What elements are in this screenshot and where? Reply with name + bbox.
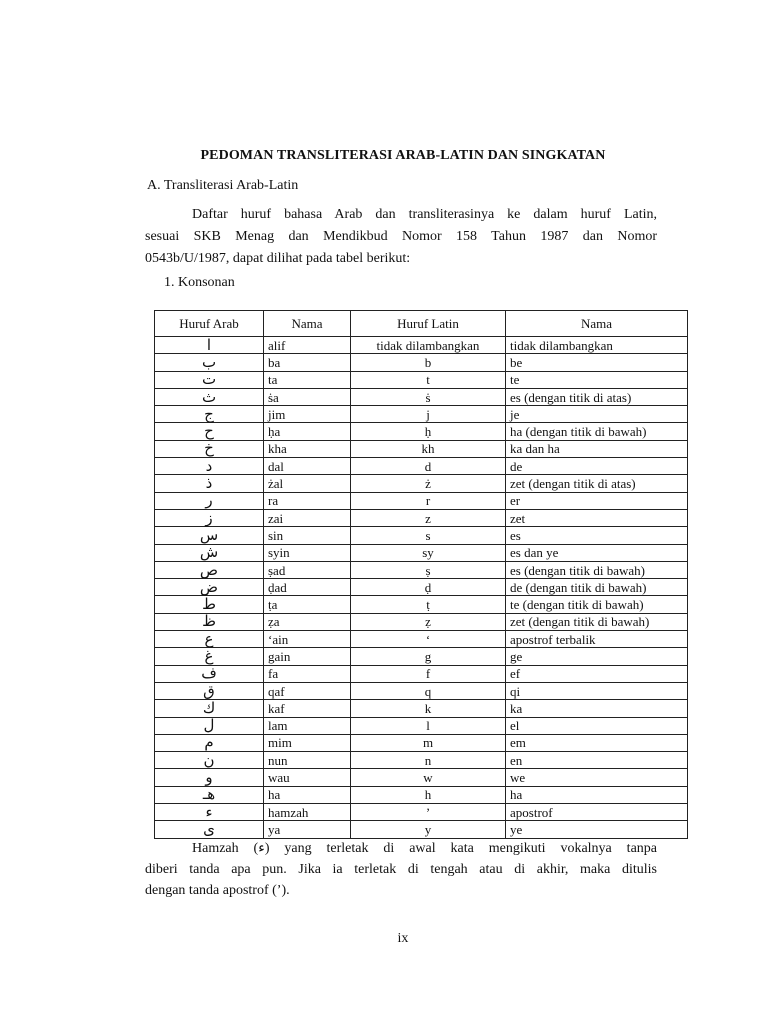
arab-letter-cell: ط [155,596,264,613]
description-cell: qi [506,682,688,699]
arab-letter-cell: ن [155,752,264,769]
table-row [155,596,688,613]
latin-letter-cell: m [351,734,506,751]
latin-letter-cell: n [351,752,506,769]
letter-name-cell: ḍad [264,579,351,596]
konsonan-table [154,310,688,839]
letter-name-cell: lam [264,717,351,734]
description-cell: apostrof [506,804,688,821]
arab-letter-cell: ص [155,561,264,578]
table-row [155,682,688,699]
after-table-paragraph [145,838,657,901]
arab-letter-cell: و [155,769,264,786]
arab-letter-cell: ف [155,665,264,682]
table-row [155,804,688,821]
table-row [155,717,688,734]
arab-letter-cell: ق [155,682,264,699]
table-row [155,337,688,354]
table-row [155,665,688,682]
letter-name-cell: ba [264,354,351,371]
after-line: dengan tanda apostrof (’). [145,883,290,898]
description-cell: em [506,734,688,751]
table-row [155,440,688,457]
table-row [155,579,688,596]
letter-name-cell: alif [264,337,351,354]
arab-letter-cell: ظ [155,613,264,630]
description-cell: de [506,458,688,475]
table-row [155,734,688,751]
description-cell: te (dengan titik di bawah) [506,596,688,613]
arab-letter-cell: خ [155,440,264,457]
latin-letter-cell: s [351,527,506,544]
letter-name-cell: fa [264,665,351,682]
intro-paragraph [145,204,657,270]
arab-letter-cell: س [155,527,264,544]
letter-name-cell: ya [264,821,351,838]
latin-letter-cell: l [351,717,506,734]
subsection-heading: 1. Konsonan [164,275,235,290]
latin-letter-cell: ṣ [351,561,506,578]
letter-name-cell: ‘ain [264,631,351,648]
latin-letter-cell: f [351,665,506,682]
description-cell: es (dengan titik di bawah) [506,561,688,578]
description-cell: apostrof terbalik [506,631,688,648]
intro-line: 0543b/U/1987, dapat dilihat pada tabel berikut: [145,251,411,266]
description-cell: te [506,371,688,388]
table-row [155,752,688,769]
latin-letter-cell: r [351,492,506,509]
letter-name-cell: syin [264,544,351,561]
letter-name-cell: żal [264,475,351,492]
table-body [155,337,688,839]
arab-letter-cell: ى [155,821,264,838]
description-cell: tidak dilambangkan [506,337,688,354]
letter-name-cell: ẓa [264,613,351,630]
description-cell: en [506,752,688,769]
letter-name-cell: ṡa [264,388,351,405]
arab-letter-cell: ذ [155,475,264,492]
arab-letter-cell: م [155,734,264,751]
latin-letter-cell: t [351,371,506,388]
latin-letter-cell: ż [351,475,506,492]
table-row [155,613,688,630]
arab-letter-cell: ح [155,423,264,440]
header-huruf-arab: Huruf Arab [155,311,264,337]
arab-letter-cell: ض [155,579,264,596]
table-row [155,492,688,509]
description-cell: ha [506,786,688,803]
table-row [155,354,688,371]
table-row [155,371,688,388]
hamzah-char: ء [258,840,265,856]
description-cell: ge [506,648,688,665]
table-row [155,700,688,717]
latin-letter-cell: b [351,354,506,371]
latin-letter-cell: ṡ [351,388,506,405]
table-header-row [155,311,688,337]
description-cell: es [506,527,688,544]
latin-letter-cell: ḍ [351,579,506,596]
letter-name-cell: ṣad [264,561,351,578]
table-row [155,406,688,423]
description-cell: ye [506,821,688,838]
latin-letter-cell: ẓ [351,613,506,630]
letter-name-cell: qaf [264,682,351,699]
table-row [155,527,688,544]
table-row [155,821,688,838]
arab-letter-cell: ل [155,717,264,734]
latin-letter-cell: tidak dilambangkan [351,337,506,354]
arab-letter-cell: ش [155,544,264,561]
latin-letter-cell: h [351,786,506,803]
latin-letter-cell: d [351,458,506,475]
arab-letter-cell: هـ [155,786,264,803]
description-cell: we [506,769,688,786]
latin-letter-cell: sy [351,544,506,561]
table-row [155,458,688,475]
letter-name-cell: gain [264,648,351,665]
page-title: PEDOMAN TRANSLITERASI ARAB-LATIN DAN SINGKATAN [200,148,606,163]
arab-letter-cell: ز [155,509,264,526]
description-cell: be [506,354,688,371]
description-cell: zet [506,509,688,526]
latin-letter-cell: ṭ [351,596,506,613]
description-cell: zet (dengan titik di atas) [506,475,688,492]
description-cell: je [506,406,688,423]
description-cell: de (dengan titik di bawah) [506,579,688,596]
letter-name-cell: jim [264,406,351,423]
letter-name-cell: kha [264,440,351,457]
description-cell: ef [506,665,688,682]
arab-letter-cell: ت [155,371,264,388]
intro-line: sesuai SKB Menag dan Mendikbud Nomor 158 Tahun 1987 dan Nomor [145,229,657,244]
page-number: ix [397,931,409,946]
section-heading: A. Transliterasi Arab-Latin [147,178,299,193]
header-keterangan: Nama [506,311,688,337]
after-line-part: ) yang terletak di awal kata mengikuti vokalnya tanpa [264,841,657,856]
description-cell: er [506,492,688,509]
table-row [155,388,688,405]
letter-name-cell: kaf [264,700,351,717]
letter-name-cell: sin [264,527,351,544]
latin-letter-cell: kh [351,440,506,457]
header-huruf-latin: Huruf Latin [351,311,506,337]
letter-name-cell: ta [264,371,351,388]
description-cell: el [506,717,688,734]
after-line: diberi tanda apa pun. Jika ia terletak di tengah atau di akhir, maka ditulis [145,862,657,877]
header-nama: Nama [264,311,351,337]
latin-letter-cell: ’ [351,804,506,821]
table-row [155,509,688,526]
latin-letter-cell: j [351,406,506,423]
letter-name-cell: dal [264,458,351,475]
table-row [155,786,688,803]
description-cell: ka [506,700,688,717]
description-cell: es (dengan titik di atas) [506,388,688,405]
letter-name-cell: zai [264,509,351,526]
arab-letter-cell: د [155,458,264,475]
description-cell: ha (dengan titik di bawah) [506,423,688,440]
letter-name-cell: ṭa [264,596,351,613]
after-line-part: Hamzah ( [192,841,259,856]
latin-letter-cell: q [351,682,506,699]
table-row [155,475,688,492]
table-row [155,423,688,440]
arab-letter-cell: ج [155,406,264,423]
letter-name-cell: ḥa [264,423,351,440]
latin-letter-cell: z [351,509,506,526]
table-row [155,631,688,648]
arab-letter-cell: ر [155,492,264,509]
arab-letter-cell: ك [155,700,264,717]
arab-letter-cell: ث [155,388,264,405]
description-cell: ka dan ha [506,440,688,457]
letter-name-cell: ha [264,786,351,803]
table-row [155,769,688,786]
letter-name-cell: ra [264,492,351,509]
latin-letter-cell: ‘ [351,631,506,648]
letter-name-cell: nun [264,752,351,769]
letter-name-cell: hamzah [264,804,351,821]
after-line [145,838,657,859]
arab-letter-cell: ب [155,354,264,371]
description-cell: es dan ye [506,544,688,561]
latin-letter-cell: ḥ [351,423,506,440]
table-row [155,648,688,665]
letter-name-cell: mim [264,734,351,751]
intro-line: Daftar huruf bahasa Arab dan transliterasinya ke dalam huruf Latin, [192,207,657,222]
arab-letter-cell: ء [155,804,264,821]
arab-letter-cell: ا [155,337,264,354]
letter-name-cell: wau [264,769,351,786]
latin-letter-cell: w [351,769,506,786]
table-row [155,544,688,561]
latin-letter-cell: g [351,648,506,665]
table-row [155,561,688,578]
latin-letter-cell: y [351,821,506,838]
description-cell: zet (dengan titik di bawah) [506,613,688,630]
latin-letter-cell: k [351,700,506,717]
arab-letter-cell: ع [155,631,264,648]
arab-letter-cell: غ [155,648,264,665]
